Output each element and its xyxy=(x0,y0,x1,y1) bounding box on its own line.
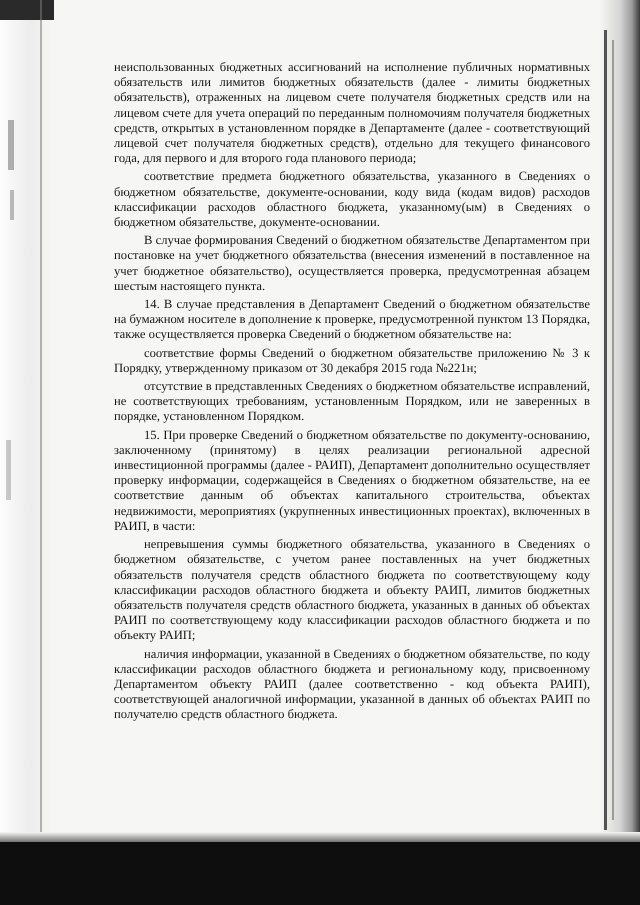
paragraph-continuation: неиспользованных бюджетных ассигнований на исполнение публичных нормативных обязательств или лимитов бюджетных обязательств (далее - лимиты бюджетных обязательств), отраженных на лицевом счете получателя бюджетных средств или на лицевом счете для учета операций по переданным полномочиям получателя бюджетных средств, открытых в установленном порядке в Департаменте (далее - соответствующий лицевой счет получателя бюджетных средств), отдельно для текущего финансового года, для первого и для второго года планового периода; xyxy=(114,60,590,166)
paragraph-item-14: 14. В случае представления в Департамент Сведений о бюджетном обязательстве на бумажном носителе в дополнение к проверке, предусмотренной пунктом 13 Порядка, также осуществляется проверка Сведений о бюджетном обязательстве на: xyxy=(114,297,590,342)
paragraph-form-compliance: соответствие формы Сведений о бюджетном обязательстве приложению № 3 к Порядку, утвержденному приказом от 30 декабря 2015 года №221н; xyxy=(114,345,590,375)
scan-right-edge-line xyxy=(612,40,614,820)
scan-left-smudge xyxy=(6,440,11,500)
scan-left-smudge xyxy=(8,120,14,170)
scan-left-smudge xyxy=(10,190,14,220)
scan-bottom-edge xyxy=(0,842,640,905)
scan-corner-mark xyxy=(0,0,54,20)
document-body xyxy=(114,60,590,723)
scan-right-edge-line xyxy=(604,30,607,830)
paragraph-department-check: В случае формирования Сведений о бюджетном обязательстве Департаментом при постановке на учет бюджетного обязательства (внесения изменений в поставленное на учет бюджетное обязательство), осуществляется проверка, предусмотренная абзацем шестым настоящего пункта. xyxy=(114,233,590,293)
paragraph-limit-check: непревышения суммы бюджетного обязательства, указанного в Сведениях о бюджетном обязательстве, с учетом ранее поставленных на учет бюджетных обязательств получателя средств областного бюджета по соответствующему коду классификации расходов областного бюджета и объекту РАИП, лимитов бюджетных обязательств получателя средств областного бюджета, указанных в данных об объектах РАИП по соответствующему коду классификации расходов областного бюджета и по объекту РАИП; xyxy=(114,537,590,643)
paragraph-item-15: 15. При проверке Сведений о бюджетном обязательстве по документу-основанию, заключенному (принятому) в целях реализации региональной адресной инвестиционной программы (далее - РАИП), Департамент дополнительно осуществляет проверку информации, содержащейся в Сведениях о бюджетном обязательстве, на ее соответствие данным об объектах капитального строительства, объектах недвижимости, мероприятиях (укрупненных инвестиционных проектах), включенных в РАИП, в части: xyxy=(114,427,590,533)
paragraph-no-corrections: отсутствие в представленных Сведениях о бюджетном обязательстве исправлений, не соответствующих требованиям, установленным Порядком, или не заверенных в порядке, установленном Порядком. xyxy=(114,379,590,424)
scan-left-fold-line xyxy=(40,0,42,840)
paragraph-subject-check: соответствие предмета бюджетного обязательства, указанного в Сведениях о бюджетном обязательстве, документе-основании, коду вида (кодам видов) расходов классификации расходов областного бюджета, указанному(ым) в Сведениях о бюджетном обязательстве, документе-основании. xyxy=(114,169,590,230)
paragraph-info-check: наличия информации, указанной в Сведениях о бюджетном обязательстве, по коду классификации расходов областного бюджета и региональному коду, присвоенному Департаментом объекту РАИП (далее соответственно - код объекта РАИП), соответствующей аналогичной информации, указанной в данных об объектах РАИП по получателю средств областного бюджета. xyxy=(114,646,590,722)
